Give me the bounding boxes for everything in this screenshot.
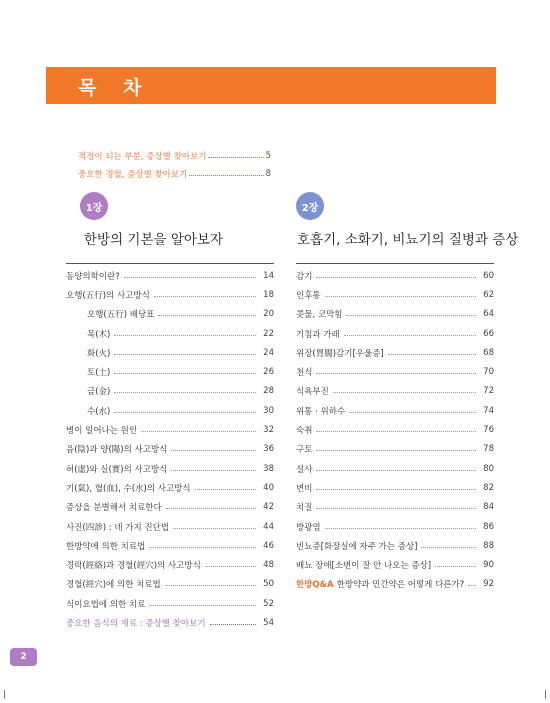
- dot-leader: [141, 431, 256, 432]
- toc-entry-page: 68: [483, 347, 494, 358]
- dot-leader: [344, 335, 476, 336]
- toc-entry-page: 36: [263, 444, 274, 455]
- dot-leader: [114, 373, 256, 374]
- dot-leader: [333, 392, 476, 393]
- toc-entry-label: 토(土): [87, 368, 111, 379]
- toc-entry-page: 48: [263, 560, 274, 571]
- dot-leader: [435, 566, 476, 567]
- toc-entry[interactable]: [296, 362, 494, 381]
- toc-entry-label: 동양의학이란?: [66, 271, 120, 282]
- toc-entry-page: 28: [263, 386, 274, 397]
- toc-entry-page: 46: [263, 540, 274, 551]
- toc-entry-label: 한방약에 의한 치료법: [66, 541, 146, 552]
- dot-leader: [325, 528, 476, 529]
- toc-entry-page: 76: [483, 425, 494, 436]
- dot-leader: [316, 508, 476, 509]
- toc-entry[interactable]: [66, 382, 274, 401]
- dot-leader: [171, 470, 256, 471]
- toc-entry-label: 증상을 분별해서 치료한다: [66, 503, 162, 514]
- toc-entry-page: 62: [483, 289, 494, 300]
- toc-entry-label: 위통 · 위하수: [296, 406, 346, 417]
- toc-entry-page: 82: [483, 482, 494, 493]
- toc-entry-page: 22: [263, 328, 274, 339]
- toc-entry-label: 경락(經絡)과 경혈(經穴)의 사고방식: [66, 561, 201, 572]
- dot-leader: [149, 605, 256, 606]
- toc-entry-page: 74: [483, 405, 494, 416]
- dot-leader: [325, 296, 476, 297]
- toc-entry-page: 60: [483, 270, 494, 281]
- dot-leader: [468, 585, 476, 586]
- toc-entry-label: 인후통: [296, 290, 321, 301]
- toc-entry-page: 50: [263, 579, 274, 590]
- toc-entry-label: 설사: [296, 464, 313, 475]
- toc-entry[interactable]: [66, 305, 274, 324]
- toc-entry-label: 변비: [296, 483, 313, 494]
- dot-leader: [171, 450, 256, 451]
- toc-entry-page: 26: [263, 367, 274, 378]
- toc-entry-label: 허(虛)와 실(實)의 사고방식: [66, 464, 168, 475]
- toc-entry[interactable]: [66, 536, 274, 555]
- toc-entry-page: 24: [263, 347, 274, 358]
- toc-entry[interactable]: [66, 440, 274, 459]
- chapter-2-badge: 2장: [296, 192, 324, 220]
- toc-entry[interactable]: [66, 594, 274, 613]
- dot-leader: [114, 412, 256, 413]
- toc-entry[interactable]: [66, 555, 274, 574]
- chapter-1-list: [66, 266, 274, 633]
- toc-entry-page: 92: [483, 579, 494, 590]
- toc-entry-page: 40: [263, 482, 274, 493]
- toc-entry-page: 66: [483, 328, 494, 339]
- dot-leader: [158, 315, 256, 316]
- dot-leader: [388, 354, 476, 355]
- toc-entry-label: 기(氣), 혈(血), 수(水)의 사고방식: [66, 483, 191, 494]
- toc-entry-page: 20: [263, 309, 274, 320]
- toc-entry[interactable]: [296, 324, 494, 343]
- chapter-1-title: 한방의 기본을 알아보자: [84, 232, 223, 248]
- toc-entry-page: 86: [483, 521, 494, 532]
- page-title: 목 차: [78, 77, 152, 99]
- toc-entry-page: 42: [263, 502, 274, 513]
- dot-leader: [114, 335, 256, 336]
- dot-leader: [421, 547, 476, 548]
- dot-leader: [114, 392, 256, 393]
- dot-leader: [316, 450, 476, 451]
- toc-entry[interactable]: [66, 362, 274, 381]
- toc-entry[interactable]: [66, 285, 274, 304]
- chapter-1-badge: 1장: [80, 192, 108, 220]
- toc-entry-page: 38: [263, 463, 274, 474]
- toc-entry-page: 88: [483, 540, 494, 551]
- toc-entry-label: 기침과 가래: [296, 329, 340, 340]
- dot-leader: [210, 624, 256, 625]
- chapter-1-divider: [66, 263, 274, 264]
- toc-entry-label: 배뇨 장애[소변이 잘 안 나오는 증상]: [296, 561, 432, 572]
- toc-entry[interactable]: [296, 343, 494, 362]
- dot-leader: [316, 470, 476, 471]
- dot-leader: [346, 315, 476, 316]
- intro-item-label: 적정이 되는 부분, 증상별 찾아보기: [78, 152, 207, 162]
- intro-item-page: 8: [265, 169, 271, 179]
- dot-leader: [173, 528, 256, 529]
- intro-item[interactable]: [78, 168, 271, 180]
- intro-item-page: 5: [265, 151, 271, 161]
- toc-entry[interactable]: [296, 459, 494, 478]
- toc-entry[interactable]: [66, 613, 274, 632]
- toc-entry-label: 화(火): [87, 348, 111, 359]
- toc-entry-label: 식이요법에 의한 치료: [66, 599, 146, 610]
- toc-entry[interactable]: [296, 440, 494, 459]
- toc-entry[interactable]: [66, 343, 274, 362]
- toc-entry-page: 30: [263, 405, 274, 416]
- toc-entry-label: 목(木): [87, 329, 111, 340]
- toc-entry-label: 오행(五行)의 사고방식: [66, 290, 150, 301]
- dot-leader: [154, 296, 256, 297]
- toc-entry-page: 44: [263, 521, 274, 532]
- chapter-2-divider: [296, 263, 494, 264]
- toc-entry[interactable]: [66, 266, 274, 285]
- toc-entry[interactable]: [66, 575, 274, 594]
- crop-mark: [545, 690, 546, 699]
- toc-entry[interactable]: [296, 305, 494, 324]
- toc-entry-label: 수(水): [87, 406, 111, 417]
- toc-entry[interactable]: [66, 401, 274, 420]
- dot-leader: [349, 412, 476, 413]
- chapter-2-title: 호흡기, 소화기, 비뇨기의 질병과 증상: [297, 232, 519, 248]
- toc-entry-label: 구토: [296, 445, 313, 456]
- toc-entry[interactable]: [66, 324, 274, 343]
- toc-entry[interactable]: [66, 420, 274, 439]
- dot-leader: [165, 585, 256, 586]
- toc-entry[interactable]: [66, 459, 274, 478]
- toc-entry[interactable]: [296, 285, 494, 304]
- toc-entry-label: 한방약과 민간약은 어떻게 다른가?: [336, 580, 465, 591]
- page-number: 2: [10, 648, 37, 666]
- toc-entry[interactable]: [296, 555, 494, 574]
- toc-entry[interactable]: [296, 498, 494, 517]
- toc-entry-label: 사진(四診) : 네 가지 진단법: [66, 522, 169, 533]
- dot-leader: [166, 508, 256, 509]
- toc-entry-label: 천식: [296, 368, 313, 379]
- toc-entry-label: 경혈(經穴)에 의한 치료법: [66, 580, 161, 591]
- toc-entry-label: 식욕부진: [296, 387, 329, 398]
- toc-entry-label: 감기: [296, 271, 313, 282]
- dot-leader: [195, 489, 256, 490]
- toc-entry[interactable]: [66, 517, 274, 536]
- toc-entry-label: 빈뇨증[화장실에 자주 가는 증상]: [296, 541, 418, 552]
- toc-entry-page: 52: [263, 598, 274, 609]
- toc-entry-label: 위장(胃腸)감기[우울증]: [296, 348, 384, 359]
- qa-highlight: 한방Q&A: [296, 580, 334, 591]
- toc-entry-label: 음(陰)과 양(陽)의 사고방식: [66, 445, 168, 456]
- toc-entry-page: 18: [263, 289, 274, 300]
- dot-leader: [124, 277, 256, 278]
- toc-entry-label: 병이 일어나는 원인: [66, 426, 138, 437]
- crop-mark: [4, 690, 5, 699]
- dot-leader: [316, 431, 476, 432]
- toc-entry[interactable]: [66, 478, 274, 497]
- dot-leader: [316, 277, 476, 278]
- toc-entry-label: 중요한 음식의 재료 : 증상별 찾아보기: [66, 618, 206, 629]
- intro-item-label: 중요한 경혈, 증상별 찾아보기: [78, 170, 188, 180]
- toc-entry-label: 콧물, 코막힘: [296, 310, 343, 321]
- toc-entry[interactable]: [296, 478, 494, 497]
- toc-entry-label: 오행(五行) 배당표: [87, 310, 155, 321]
- toc-entry[interactable]: [296, 382, 494, 401]
- dot-leader: [316, 373, 476, 374]
- toc-entry-label: 치질: [296, 503, 313, 514]
- toc-entry-page: 90: [483, 560, 494, 571]
- toc-entry-label: 금(金): [87, 387, 111, 398]
- toc-entry-label: 숙취: [296, 426, 313, 437]
- toc-entry-page: 72: [483, 386, 494, 397]
- toc-entry-label: 방광염: [296, 522, 321, 533]
- toc-entry-page: 14: [263, 270, 274, 281]
- toc-entry[interactable]: [296, 517, 494, 536]
- toc-entry[interactable]: [296, 266, 494, 285]
- dot-leader: [114, 354, 256, 355]
- intro-item[interactable]: [78, 150, 271, 162]
- toc-entry[interactable]: [296, 575, 494, 594]
- toc-entry[interactable]: [296, 401, 494, 420]
- toc-entry-page: 80: [483, 463, 494, 474]
- toc-entry-page: 32: [263, 425, 274, 436]
- toc-entry-page: 64: [483, 309, 494, 320]
- toc-entry[interactable]: [66, 498, 274, 517]
- dot-leader: [208, 157, 263, 158]
- toc-entry-page: 78: [483, 444, 494, 455]
- toc-entry[interactable]: [296, 420, 494, 439]
- dot-leader: [149, 547, 256, 548]
- chapter-2-list: [296, 266, 494, 594]
- dot-leader: [205, 566, 256, 567]
- dot-leader: [316, 489, 476, 490]
- toc-entry-page: 54: [263, 617, 274, 628]
- toc-entry-page: 70: [483, 367, 494, 378]
- toc-entry-page: 84: [483, 502, 494, 513]
- toc-entry[interactable]: [296, 536, 494, 555]
- dot-leader: [189, 175, 263, 176]
